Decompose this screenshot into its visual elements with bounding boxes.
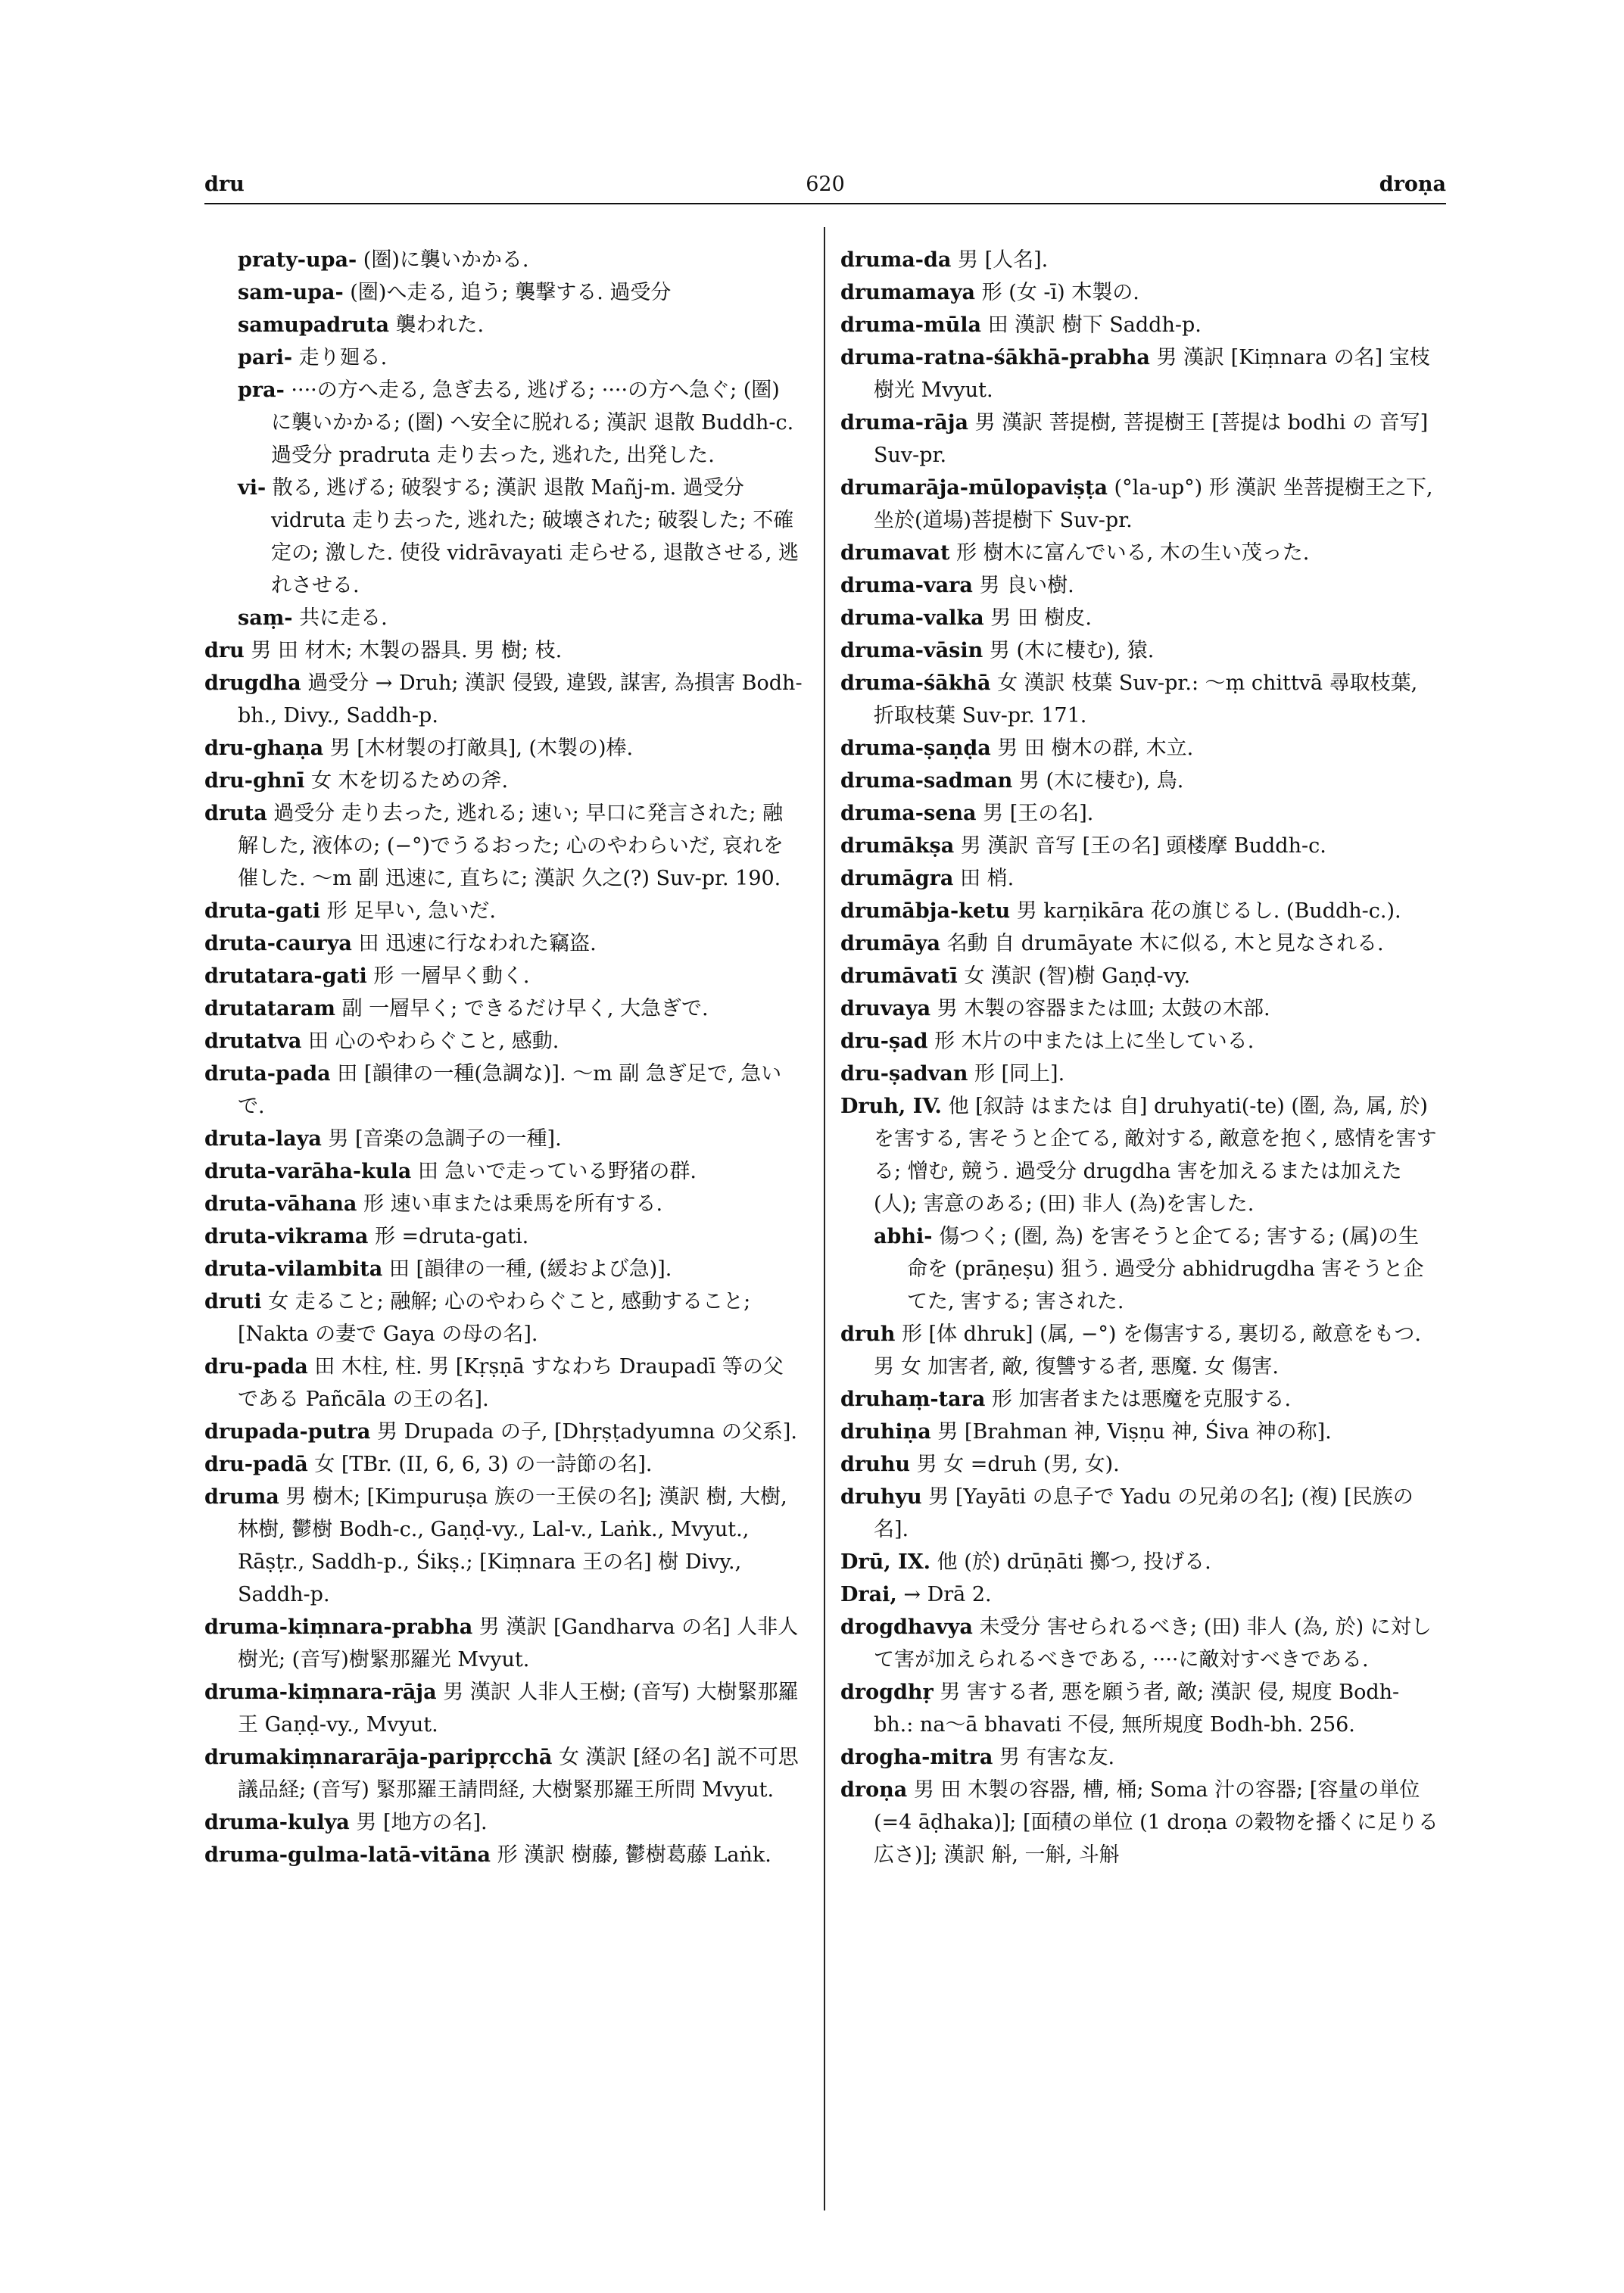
entry-definition: 田 梢. <box>960 867 1015 890</box>
entry-headword: druma-sena <box>840 802 977 825</box>
entry-definition: 名動 自 drumāyate 木に似る, 木と見なされる. <box>946 932 1384 955</box>
entry-definition: 副 一層早く; できるだけ早く, 大急ぎで. <box>341 997 709 1020</box>
entry-headword: druhu <box>840 1453 910 1476</box>
entry-headword: sam-upa- <box>238 281 344 304</box>
right-column <box>840 244 1439 2227</box>
entry-definition: 形 加害者または悪魔を克服する. <box>991 1388 1292 1411</box>
entry-definition: 過受分 → Druh; 漢訳 侵毀, 違毀, 謀害, 為損害 Bodh-bh., Divy., Saddh-p. <box>238 671 803 727</box>
entry-definition: 女 漢訳 [経の名] 説不可思議品経; (音写) 緊那羅王請問経, 大樹緊那羅王所問 Mvyut. <box>238 1746 799 1802</box>
entry-headword: drutataram <box>204 997 335 1020</box>
entry-headword: drutatara-gati <box>204 964 367 988</box>
dictionary-entry <box>204 472 803 602</box>
entry-definition: 女 走ること; 融解; 心のやわらぐこと, 感動すること; [Nakta の妻で Gaya の母の名]. <box>238 1290 751 1346</box>
entry-headword: vi- <box>238 476 267 500</box>
dictionary-entry <box>840 895 1439 927</box>
entry-headword: drugdha <box>204 671 301 695</box>
entry-definition: 田 迅速に行なわれた竊盗. <box>358 932 597 955</box>
entry-definition: 形 =druta-gati. <box>374 1225 529 1248</box>
entry-headword: druma-śākhā <box>840 671 991 695</box>
entry-headword: druti <box>204 1290 262 1313</box>
dictionary-entry <box>204 1806 803 1839</box>
dictionary-entry <box>204 667 803 732</box>
entry-headword: praty-upa- <box>238 248 357 272</box>
dictionary-entry <box>204 797 803 895</box>
entry-definition: 男 田 材木; 木製の器具. 男 樹; 枝. <box>251 639 563 662</box>
entry-headword: druma-sadman <box>840 769 1013 793</box>
dictionary-entry <box>204 765 803 797</box>
entry-definition: 男 [王の名]. <box>983 802 1094 825</box>
dictionary-entry <box>840 276 1439 309</box>
dictionary-entry <box>840 537 1439 569</box>
dictionary-entry <box>840 1481 1439 1546</box>
dictionary-entry <box>204 1448 803 1481</box>
entry-headword: dru <box>204 639 245 662</box>
entry-headword: druma-valka <box>840 606 984 630</box>
entry-definition: 男 田 樹木の群, 木立. <box>997 737 1194 760</box>
entry-headword: drumāvatī <box>840 964 958 988</box>
header-left-guideword: dru <box>204 173 245 196</box>
entry-definition: 男 漢訳 [Gandharva の名] 人非人樹光; (音写)樹緊那羅光 Mvyut. <box>238 1615 799 1671</box>
entry-headword: druh <box>840 1323 896 1346</box>
dictionary-entry <box>840 1448 1439 1481</box>
entry-definition: 田 心のやわらぐこと, 感動. <box>307 1030 560 1053</box>
dictionary-entry <box>840 927 1439 960</box>
entry-headword: dru-pada <box>204 1355 308 1379</box>
entry-headword: druma-ratna-śākhā-prabha <box>840 346 1150 369</box>
entry-headword: drumāya <box>840 932 940 955</box>
entry-definition: 他 [叙詩 はまたは 自] druhyati(-te) (圏, 為, 属, 於) を害する, 害そうと企てる, 敵対する, 敵意を抱く, 感情を害する; 憎む, 競う. 過受分 drugdha 害を加えるまたは加えた(人); 害意のある; (田) 非人 (為)を害した. <box>874 1095 1437 1216</box>
entry-headword: Druh, IV. <box>840 1095 942 1118</box>
entry-definition: 男 害する者, 悪を願う者, 敵; 漢訳 侵, 規度 Bodh-bh.: na～ā bhavati 不侵, 無所規度 Bodh-bh. 256. <box>874 1681 1400 1737</box>
entry-definition: 形 木片の中または上に坐している. <box>934 1030 1255 1053</box>
dictionary-entry <box>840 1741 1439 1774</box>
entry-definition: 散る, 逃げる; 破裂する; 漢訳 退散 Mañj-m. 過受分 vidruta 走り去った, 逃れた; 破壊された; 破裂した; 不確定の; 激した. 使役 vidrāvayati 走らせる, 退散させる, 逃れさせる. <box>271 476 799 597</box>
entry-headword: druta-gati <box>204 899 321 923</box>
entry-definition: 男 [Brahman 神, Viṣṇu 神, Śiva 神の称]. <box>937 1420 1332 1444</box>
dictionary-entry <box>204 244 803 276</box>
dictionary-entry <box>840 1220 1439 1318</box>
entry-definition: 形 漢訳 樹藤, 鬱樹葛藤 Laṅk. <box>497 1843 771 1867</box>
dictionary-entry <box>204 1481 803 1611</box>
entry-headword: druta-vikrama <box>204 1225 369 1248</box>
entry-headword: druhyu <box>840 1485 922 1509</box>
dictionary-entry <box>204 309 803 341</box>
entry-definition: 田 急いで走っている野猪の群. <box>417 1160 697 1183</box>
entry-headword: druma-kiṃnara-rāja <box>204 1681 437 1704</box>
left-column <box>204 244 803 2227</box>
entry-headword: dru-ṣadvan <box>840 1062 968 1086</box>
dictionary-entry <box>840 1416 1439 1448</box>
dictionary-entry <box>204 1285 803 1351</box>
dictionary-entry <box>204 927 803 960</box>
entry-headword: druma-gulma-latā-vitāna <box>204 1843 491 1867</box>
entry-definition: 男 漢訳 菩提樹, 菩提樹王 [菩提は bodhi の 音写] Suv-pr. <box>874 411 1429 467</box>
entry-definition: 男 (木に棲む), 鳥. <box>1018 769 1184 793</box>
dictionary-entry <box>840 1546 1439 1578</box>
entry-headword: druhaṃ-tara <box>840 1388 986 1411</box>
entry-headword: druta-pada <box>204 1062 331 1086</box>
entry-definition: 女 漢訳 (智)樹 Gaṇḍ-vy. <box>964 964 1191 988</box>
entry-definition: 男 [音楽の急調子の一種]. <box>328 1127 562 1151</box>
dictionary-entry <box>204 374 803 472</box>
entry-definition: 田 漢訳 樹下 Saddh-p. <box>987 313 1202 337</box>
entry-definition: 未受分 害せられるべき; (田) 非人 (為, 於) に対して害が加えられるべきである, ····に敵対すべきである. <box>874 1615 1432 1671</box>
entry-headword: drutatva <box>204 1030 302 1053</box>
entry-headword: druta <box>204 802 267 825</box>
entry-definition: 男 Drupada の子, [Dhṛṣṭadyumna の父系]. <box>376 1420 798 1444</box>
entry-definition: 形 [同上]. <box>974 1062 1065 1086</box>
entry-headword: druma-kulya <box>204 1811 350 1834</box>
entry-definition: 形 速い車または乗馬を所有する. <box>363 1192 663 1216</box>
dictionary-entry <box>840 244 1439 276</box>
dictionary-entry <box>840 1090 1439 1220</box>
dictionary-entry <box>840 1578 1439 1611</box>
dictionary-entry <box>840 1025 1439 1058</box>
entry-headword: druma-rāja <box>840 411 968 435</box>
entry-headword: druma-mūla <box>840 313 981 337</box>
dictionary-entry <box>204 1188 803 1220</box>
dictionary-entry <box>204 1676 803 1741</box>
entry-definition: 男 漢訳 人非人王樹; (音写) 大樹緊那羅王 Gaṇḍ-vy., Mvyut. <box>238 1681 799 1737</box>
dictionary-entry <box>840 1058 1439 1090</box>
dictionary-entry <box>840 472 1439 537</box>
entry-headword: Drai, <box>840 1583 897 1606</box>
entry-headword: pari- <box>238 346 293 369</box>
entry-headword: saṃ- <box>238 606 293 630</box>
entry-headword: druhiṇa <box>840 1420 931 1444</box>
dictionary-entry <box>840 341 1439 407</box>
dictionary-entry <box>204 602 803 634</box>
entry-headword: dru-ṣad <box>840 1030 928 1053</box>
dictionary-entry <box>840 960 1439 992</box>
entry-definition: (圏)へ走る, 追う; 襲撃する. 過受分 <box>350 281 672 304</box>
dictionary-entry <box>840 862 1439 895</box>
entry-headword: droṇa <box>840 1778 908 1802</box>
entry-definition: 男 [人名]. <box>957 248 1049 272</box>
dictionary-entry <box>840 634 1439 667</box>
entry-definition: 男 漢訳 音写 [王の名] 頭楼摩 Buddh-c. <box>960 834 1326 858</box>
entry-definition: 傷つく; (圏, 為) を害そうと企てる; 害する; (属)の生命を (prāṇeṣu) 狙う. 過受分 abhidrugdha 害そうと企てた, 害する; 害された. <box>907 1225 1424 1313</box>
entry-headword: drogdhṛ <box>840 1681 934 1704</box>
entry-headword: druta-vilambita <box>204 1257 383 1281</box>
page-number: 620 <box>806 173 845 196</box>
entry-definition: 他 (於) drūṇāti 擲つ, 投げる. <box>937 1550 1211 1574</box>
entry-headword: druma-ṣaṇḍa <box>840 737 991 760</box>
entry-definition: 男 女 =druh (男, 女). <box>916 1453 1120 1476</box>
dictionary-entry <box>840 569 1439 602</box>
entry-headword: Drū, IX. <box>840 1550 931 1574</box>
entry-definition: → Drā 2. <box>903 1583 992 1606</box>
entry-headword: abhi- <box>874 1225 933 1248</box>
dictionary-entry <box>204 1351 803 1416</box>
entry-headword: druvaya <box>840 997 931 1020</box>
dictionary-entry <box>204 1155 803 1188</box>
dictionary-entry <box>840 1611 1439 1676</box>
entry-headword: drogha-mitra <box>840 1746 993 1769</box>
entry-definition: 男 karṇikāra 花の旗じるし. (Buddh-c.). <box>1016 899 1401 923</box>
entry-definition: 男 良い樹. <box>979 574 1074 597</box>
entry-definition: ····の方へ走る, 急ぎ去る, 逃げる; ····の方へ急ぐ; (圏) に襲いかかる; (圏) へ安全に脱れる; 漢訳 退散 Buddh-c. 過受分 pradruta 走り去った, 逃れた, 出発した. <box>271 379 794 467</box>
entry-headword: drupada-putra <box>204 1420 371 1444</box>
entry-definition: 形 (女 -ī) 木製の. <box>981 281 1139 304</box>
entry-headword: druma-vāsin <box>840 639 983 662</box>
dictionary-entry <box>840 732 1439 765</box>
entry-headword: drumavat <box>840 541 950 565</box>
dictionary-entry <box>840 992 1439 1025</box>
dictionary-entry <box>204 634 803 667</box>
column-divider <box>824 227 825 2210</box>
entry-definition: 女 漢訳 枝葉 Suv-pr.: ～ṃ chittvā 尋取枝葉, 折取枝葉 Suv-pr. 171. <box>874 671 1418 727</box>
entry-definition: 男 木製の容器または皿; 太鼓の木部. <box>937 997 1270 1020</box>
entry-definition: 男 漢訳 [Kiṃnara の名] 宝枝樹光 Mvyut. <box>874 346 1430 402</box>
entry-definition: 形 [体 dhruk] (属, −°) を傷害する, 裏切る, 敵意をもつ. 男 女 加害者, 敵, 復讐する者, 悪魔. 女 傷害. <box>874 1323 1421 1379</box>
entry-headword: drogdhavya <box>840 1615 973 1639</box>
entry-headword: druma-vara <box>840 574 973 597</box>
entry-headword: pra- <box>238 379 285 402</box>
entry-definition: 男 樹木; [Kimpuruṣa 族の一王侯の名]; 漢訳 樹, 大樹, 林樹, 鬱樹 Bodh-c., Gaṇḍ-vy., Lal-v., Laṅk., Mvyut., Rāṣṭr., Saddh-p., Śikṣ.; [Kiṃnara 王の名] 樹 Divy., Saddh-p. <box>238 1485 787 1606</box>
entry-definition: 共に走る. <box>299 606 388 630</box>
entry-headword: druma <box>204 1485 279 1509</box>
entry-definition: 形 一層早く動く. <box>373 964 530 988</box>
entry-headword: druta-vāhana <box>204 1192 357 1216</box>
page-header <box>204 173 1446 204</box>
entry-definition: 過受分 走り去った, 逃れる; 速い; 早口に発言された; 融解した, 液体の; (−°)でうるおった; 心のやわらいだ, 哀れを催した. ～m 副 迅速に, 直ちに; 漢訳 久之(?) Suv-pr. 190. <box>238 802 784 890</box>
dictionary-entry <box>204 1253 803 1285</box>
entry-headword: drumābja-ketu <box>840 899 1011 923</box>
entry-definition: 男 田 木製の容器, 槽, 桶; Soma 汁の容器; [容量の単位 (=4 āḍhaka)]; [面積の単位 (1 droṇa の穀物を播くに足りる広さ)]; 漢訳 斛, 一斛, 斗斛 <box>874 1778 1439 1867</box>
dictionary-entry <box>204 341 803 374</box>
entry-definition: (°la-up°) 形 漢訳 坐菩提樹王之下, 坐於(道場)菩提樹下 Suv-pr. <box>874 476 1433 532</box>
entry-definition: 男 [木材製の打敵具], (木製の)棒. <box>329 737 634 760</box>
entry-definition: 女 木を切るための斧. <box>310 769 509 793</box>
entry-headword: druma-da <box>840 248 952 272</box>
dictionary-entry <box>204 1025 803 1058</box>
entry-definition: 形 足早い, 急いだ. <box>326 899 496 923</box>
entry-definition: 襲われた. <box>395 313 485 337</box>
dictionary-entry <box>204 960 803 992</box>
entry-headword: samupadruta <box>238 313 389 337</box>
entry-headword: drumarāja-mūlopaviṣṭa <box>840 476 1108 500</box>
dictionary-entry <box>840 765 1439 797</box>
entry-headword: dru-padā <box>204 1453 308 1476</box>
entry-headword: druta-varāha-kula <box>204 1160 412 1183</box>
entry-definition: 形 樹木に富んでいる, 木の生い茂った. <box>956 541 1310 565</box>
entry-headword: druta-laya <box>204 1127 322 1151</box>
entry-definition: 田 木柱, 柱. 男 [Kṛṣṇā すなわち Draupadī 等の父である Pañcāla の王の名]. <box>238 1355 784 1411</box>
entry-definition: (圏)に襲いかかる. <box>363 248 529 272</box>
dictionary-entry <box>840 1774 1439 1871</box>
dictionary-entry <box>204 1416 803 1448</box>
dictionary-entry <box>204 1839 803 1871</box>
dictionary-entry <box>204 992 803 1025</box>
dictionary-entry <box>204 1058 803 1123</box>
entry-headword: druma-kiṃnara-prabha <box>204 1615 473 1639</box>
entry-headword: druta-caurya <box>204 932 352 955</box>
entry-headword: drumākṣa <box>840 834 955 858</box>
dictionary-entry <box>204 1220 803 1253</box>
dictionary-entry <box>840 830 1439 862</box>
entry-headword: drumakiṃnararāja-paripṛcchā <box>204 1746 553 1769</box>
entry-definition: 男 田 樹皮. <box>990 606 1092 630</box>
entry-definition: 走り廻る. <box>298 346 388 369</box>
entry-headword: dru-ghaṇa <box>204 737 324 760</box>
entry-definition: 男 [Yayāti の息子で Yadu の兄弟の名]; (複) [民族の名]. <box>874 1485 1414 1541</box>
dictionary-entry <box>204 732 803 765</box>
entry-definition: 田 [韻律の一種(急調な)]. ～m 副 急ぎ足で, 急いで. <box>238 1062 782 1118</box>
dictionary-entry <box>840 1383 1439 1416</box>
header-right-guideword: droṇa <box>1379 173 1446 196</box>
entry-headword: drumamaya <box>840 281 976 304</box>
dictionary-entry <box>204 276 803 309</box>
entry-definition: 田 [韻律の一種, (緩および急)]. <box>388 1257 672 1281</box>
dictionary-entry <box>840 602 1439 634</box>
dictionary-entry <box>840 667 1439 732</box>
entry-definition: 男 有害な友. <box>999 1746 1115 1769</box>
dictionary-entry <box>840 407 1439 472</box>
dictionary-entry <box>204 1123 803 1155</box>
entry-definition: 女 [TBr. (II, 6, 6, 3) の一詩節の名]. <box>314 1453 653 1476</box>
entry-headword: dru-ghnī <box>204 769 305 793</box>
dictionary-entry <box>840 797 1439 830</box>
entry-definition: 男 (木に棲む), 猿. <box>989 639 1155 662</box>
entry-definition: 男 [地方の名]. <box>356 1811 488 1834</box>
dictionary-entry <box>204 1611 803 1676</box>
dictionary-entry <box>204 895 803 927</box>
dictionary-entry <box>840 1676 1439 1741</box>
entry-headword: drumāgra <box>840 867 954 890</box>
dictionary-entry <box>204 1741 803 1806</box>
dictionary-entry <box>840 309 1439 341</box>
dictionary-entry <box>840 1318 1439 1383</box>
